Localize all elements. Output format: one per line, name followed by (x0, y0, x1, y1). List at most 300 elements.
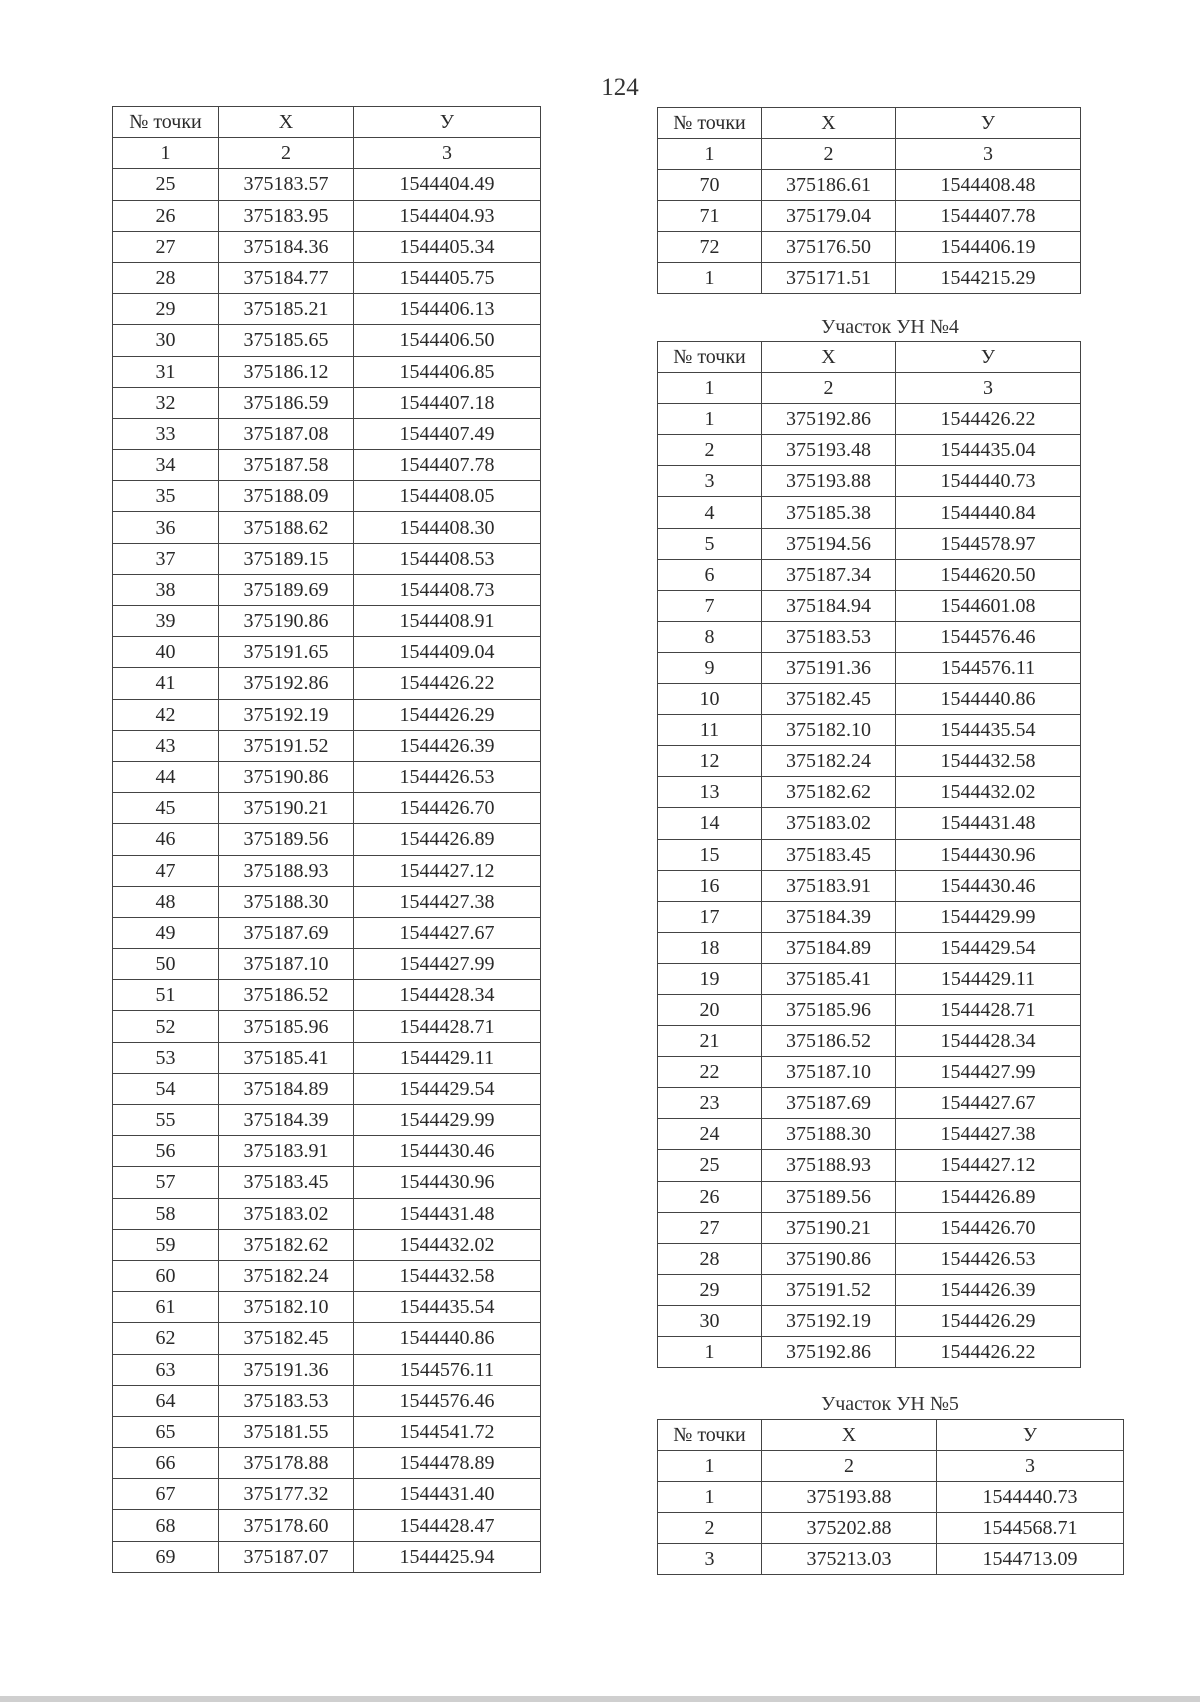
section-title-un4: Участок УН №4 (821, 316, 959, 338)
point-number-cell: 27 (113, 231, 219, 262)
y-coordinate-cell: 1544408.48 (896, 170, 1081, 201)
y-coordinate-cell: 1544407.49 (354, 418, 541, 449)
y-coordinate-cell: 1544440.73 (937, 1482, 1124, 1513)
column-number: 2 (762, 373, 896, 404)
point-number-cell: 9 (658, 652, 762, 683)
table-row (113, 1385, 541, 1416)
y-coordinate-cell: 1544428.34 (354, 980, 541, 1011)
table-row (113, 730, 541, 761)
table-row (113, 1541, 541, 1572)
table-row (658, 746, 1081, 777)
x-coordinate-cell: 375190.86 (219, 761, 354, 792)
table-row (113, 1167, 541, 1198)
x-coordinate-cell: 375191.36 (219, 1354, 354, 1385)
header-x: X (762, 342, 896, 373)
x-coordinate-cell: 375183.95 (219, 200, 354, 231)
point-number-cell: 40 (113, 637, 219, 668)
table-row (658, 232, 1081, 263)
table-row (113, 1011, 541, 1042)
y-coordinate-cell: 1544427.67 (896, 1088, 1081, 1119)
table-row (113, 606, 541, 637)
header-y: У (937, 1420, 1124, 1451)
y-coordinate-cell: 1544432.58 (896, 746, 1081, 777)
x-coordinate-cell: 375192.19 (762, 1305, 896, 1336)
point-number-cell: 29 (658, 1274, 762, 1305)
column-number: 2 (762, 1451, 937, 1482)
x-coordinate-cell: 375185.96 (762, 994, 896, 1025)
header-point-number: № точки (658, 342, 762, 373)
table-row (658, 1088, 1081, 1119)
table-row (658, 1150, 1081, 1181)
point-number-cell: 18 (658, 932, 762, 963)
table-column-number-row (658, 1451, 1124, 1482)
y-coordinate-cell: 1544404.93 (354, 200, 541, 231)
y-coordinate-cell: 1544427.12 (896, 1150, 1081, 1181)
header-x: X (762, 108, 896, 139)
table-row (113, 980, 541, 1011)
table-row (113, 1198, 541, 1229)
point-number-cell: 22 (658, 1057, 762, 1088)
table-row (113, 793, 541, 824)
point-number-cell: 51 (113, 980, 219, 1011)
x-coordinate-cell: 375184.36 (219, 231, 354, 262)
point-number-cell: 65 (113, 1416, 219, 1447)
table-row (113, 1448, 541, 1479)
y-coordinate-cell: 1544713.09 (937, 1544, 1124, 1575)
point-number-cell: 13 (658, 777, 762, 808)
table-row (113, 1073, 541, 1104)
coordinates-table-right-top (657, 107, 1081, 294)
y-coordinate-cell: 1544440.86 (354, 1323, 541, 1354)
table-row (658, 1513, 1124, 1544)
x-coordinate-cell: 375187.34 (762, 559, 896, 590)
x-coordinate-cell: 375182.45 (219, 1323, 354, 1354)
table-row (658, 559, 1081, 590)
x-coordinate-cell: 375187.07 (219, 1541, 354, 1572)
x-coordinate-cell: 375188.62 (219, 512, 354, 543)
x-coordinate-cell: 375190.86 (762, 1243, 896, 1274)
x-coordinate-cell: 375181.55 (219, 1416, 354, 1447)
y-coordinate-cell: 1544429.99 (896, 901, 1081, 932)
x-coordinate-cell: 375182.24 (762, 746, 896, 777)
column-number: 2 (219, 138, 354, 169)
coordinates-table-un5 (657, 1419, 1124, 1575)
point-number-cell: 60 (113, 1260, 219, 1291)
x-coordinate-cell: 375202.88 (762, 1513, 937, 1544)
point-number-cell: 4 (658, 497, 762, 528)
table-row (113, 418, 541, 449)
x-coordinate-cell: 375182.10 (219, 1292, 354, 1323)
y-coordinate-cell: 1544426.29 (896, 1305, 1081, 1336)
table-row (113, 1510, 541, 1541)
point-number-cell: 56 (113, 1136, 219, 1167)
x-coordinate-cell: 375182.45 (762, 684, 896, 715)
x-coordinate-cell: 375186.52 (219, 980, 354, 1011)
point-number-cell: 3 (658, 466, 762, 497)
y-coordinate-cell: 1544427.12 (354, 855, 541, 886)
y-coordinate-cell: 1544409.04 (354, 637, 541, 668)
y-coordinate-cell: 1544426.89 (896, 1181, 1081, 1212)
y-coordinate-cell: 1544426.53 (896, 1243, 1081, 1274)
y-coordinate-cell: 1544406.85 (354, 356, 541, 387)
header-y: У (896, 342, 1081, 373)
x-coordinate-cell: 375188.30 (219, 886, 354, 917)
y-coordinate-cell: 1544408.53 (354, 543, 541, 574)
y-coordinate-cell: 1544405.75 (354, 262, 541, 293)
x-coordinate-cell: 375183.57 (219, 169, 354, 200)
y-coordinate-cell: 1544407.78 (896, 201, 1081, 232)
point-number-cell: 71 (658, 201, 762, 232)
table-row (658, 870, 1081, 901)
y-coordinate-cell: 1544429.11 (896, 963, 1081, 994)
table-row (113, 543, 541, 574)
x-coordinate-cell: 375183.91 (762, 870, 896, 901)
point-number-cell: 31 (113, 356, 219, 387)
y-coordinate-cell: 1544426.22 (896, 404, 1081, 435)
header-x: X (762, 1420, 937, 1451)
y-coordinate-cell: 1544429.54 (354, 1073, 541, 1104)
point-number-cell: 47 (113, 855, 219, 886)
point-number-cell: 58 (113, 1198, 219, 1229)
x-coordinate-cell: 375193.48 (762, 435, 896, 466)
scan-edge (0, 1696, 1200, 1702)
column-number: 1 (658, 1451, 762, 1482)
table-row (113, 325, 541, 356)
table-row (113, 1323, 541, 1354)
section-title-un5: Участок УН №5 (821, 1393, 959, 1415)
x-coordinate-cell: 375213.03 (762, 1544, 937, 1575)
point-number-cell: 19 (658, 963, 762, 994)
point-number-cell: 48 (113, 886, 219, 917)
y-coordinate-cell: 1544408.91 (354, 606, 541, 637)
x-coordinate-cell: 375189.56 (219, 824, 354, 855)
point-number-cell: 35 (113, 481, 219, 512)
y-coordinate-cell: 1544576.11 (354, 1354, 541, 1385)
column-number: 1 (658, 139, 762, 170)
point-number-cell: 37 (113, 543, 219, 574)
x-coordinate-cell: 375186.12 (219, 356, 354, 387)
y-coordinate-cell: 1544406.13 (354, 294, 541, 325)
table-row (658, 1274, 1081, 1305)
point-number-cell: 53 (113, 1042, 219, 1073)
point-number-cell: 26 (113, 200, 219, 231)
x-coordinate-cell: 375185.65 (219, 325, 354, 356)
table-row (658, 652, 1081, 683)
point-number-cell: 67 (113, 1479, 219, 1510)
x-coordinate-cell: 375171.51 (762, 263, 896, 294)
table-row (113, 231, 541, 262)
table-row (113, 886, 541, 917)
point-number-cell: 70 (658, 170, 762, 201)
header-y: У (354, 107, 541, 138)
table-row (658, 777, 1081, 808)
x-coordinate-cell: 375183.45 (219, 1167, 354, 1198)
header-y: У (896, 108, 1081, 139)
point-number-cell: 11 (658, 715, 762, 746)
point-number-cell: 38 (113, 574, 219, 605)
table-row (658, 621, 1081, 652)
x-coordinate-cell: 375183.02 (762, 808, 896, 839)
x-coordinate-cell: 375188.93 (762, 1150, 896, 1181)
y-coordinate-cell: 1544406.50 (354, 325, 541, 356)
x-coordinate-cell: 375192.86 (219, 668, 354, 699)
x-coordinate-cell: 375182.24 (219, 1260, 354, 1291)
table-column-number-row (113, 138, 541, 169)
y-coordinate-cell: 1544430.96 (896, 839, 1081, 870)
point-number-cell: 32 (113, 387, 219, 418)
point-number-cell: 2 (658, 435, 762, 466)
table-row (658, 932, 1081, 963)
table-row (113, 1354, 541, 1385)
x-coordinate-cell: 375191.65 (219, 637, 354, 668)
point-number-cell: 5 (658, 528, 762, 559)
table-row (658, 1482, 1124, 1513)
y-coordinate-cell: 1544404.49 (354, 169, 541, 200)
table-row (658, 590, 1081, 621)
point-number-cell: 1 (658, 263, 762, 294)
y-coordinate-cell: 1544440.73 (896, 466, 1081, 497)
y-coordinate-cell: 1544426.22 (354, 668, 541, 699)
y-coordinate-cell: 1544601.08 (896, 590, 1081, 621)
x-coordinate-cell: 375187.69 (762, 1088, 896, 1119)
point-number-cell: 1 (658, 1337, 762, 1368)
point-number-cell: 43 (113, 730, 219, 761)
point-number-cell: 23 (658, 1088, 762, 1119)
y-coordinate-cell: 1544427.67 (354, 917, 541, 948)
column-number: 1 (113, 138, 219, 169)
x-coordinate-cell: 375183.45 (762, 839, 896, 870)
table-row (658, 963, 1081, 994)
x-coordinate-cell: 375190.21 (762, 1212, 896, 1243)
table-row (113, 699, 541, 730)
y-coordinate-cell: 1544576.46 (354, 1385, 541, 1416)
y-coordinate-cell: 1544435.54 (354, 1292, 541, 1323)
table-row (658, 528, 1081, 559)
table-column-number-row (658, 139, 1081, 170)
y-coordinate-cell: 1544407.78 (354, 450, 541, 481)
table-row (658, 1057, 1081, 1088)
y-coordinate-cell: 1544620.50 (896, 559, 1081, 590)
table-row (658, 1243, 1081, 1274)
table-header-row (658, 1420, 1124, 1451)
table-row (113, 1416, 541, 1447)
table-row (113, 512, 541, 543)
x-coordinate-cell: 375189.15 (219, 543, 354, 574)
y-coordinate-cell: 1544440.86 (896, 684, 1081, 715)
x-coordinate-cell: 375186.61 (762, 170, 896, 201)
table-row (113, 481, 541, 512)
x-coordinate-cell: 375184.89 (762, 932, 896, 963)
table-row (113, 356, 541, 387)
table-row (658, 901, 1081, 932)
y-coordinate-cell: 1544576.11 (896, 652, 1081, 683)
x-coordinate-cell: 375184.39 (219, 1105, 354, 1136)
y-coordinate-cell: 1544429.99 (354, 1105, 541, 1136)
column-number: 3 (896, 139, 1081, 170)
point-number-cell: 30 (113, 325, 219, 356)
table-row (658, 1544, 1124, 1575)
table-row (658, 839, 1081, 870)
y-coordinate-cell: 1544440.84 (896, 497, 1081, 528)
x-coordinate-cell: 375189.69 (219, 574, 354, 605)
table-row (658, 1026, 1081, 1057)
y-coordinate-cell: 1544432.58 (354, 1260, 541, 1291)
x-coordinate-cell: 375192.19 (219, 699, 354, 730)
point-number-cell: 42 (113, 699, 219, 730)
y-coordinate-cell: 1544435.04 (896, 435, 1081, 466)
x-coordinate-cell: 375183.02 (219, 1198, 354, 1229)
y-coordinate-cell: 1544430.46 (354, 1136, 541, 1167)
point-number-cell: 69 (113, 1541, 219, 1572)
header-point-number: № точки (658, 1420, 762, 1451)
y-coordinate-cell: 1544408.30 (354, 512, 541, 543)
table-row (658, 170, 1081, 201)
point-number-cell: 14 (658, 808, 762, 839)
y-coordinate-cell: 1544576.46 (896, 621, 1081, 652)
y-coordinate-cell: 1544541.72 (354, 1416, 541, 1447)
y-coordinate-cell: 1544431.40 (354, 1479, 541, 1510)
y-coordinate-cell: 1544578.97 (896, 528, 1081, 559)
y-coordinate-cell: 1544427.38 (896, 1119, 1081, 1150)
x-coordinate-cell: 375188.30 (762, 1119, 896, 1150)
y-coordinate-cell: 1544426.70 (354, 793, 541, 824)
header-point-number: № точки (658, 108, 762, 139)
x-coordinate-cell: 375192.86 (762, 404, 896, 435)
table-row (658, 263, 1081, 294)
table-row (113, 1105, 541, 1136)
y-coordinate-cell: 1544428.71 (354, 1011, 541, 1042)
y-coordinate-cell: 1544408.05 (354, 481, 541, 512)
table-row (658, 1181, 1081, 1212)
y-coordinate-cell: 1544407.18 (354, 387, 541, 418)
table-row (113, 1292, 541, 1323)
x-coordinate-cell: 375192.86 (762, 1337, 896, 1368)
y-coordinate-cell: 1544430.46 (896, 870, 1081, 901)
point-number-cell: 1 (658, 1482, 762, 1513)
table-row (113, 169, 541, 200)
y-coordinate-cell: 1544432.02 (896, 777, 1081, 808)
point-number-cell: 44 (113, 761, 219, 792)
x-coordinate-cell: 375187.08 (219, 418, 354, 449)
table-row (113, 949, 541, 980)
point-number-cell: 57 (113, 1167, 219, 1198)
column-number: 3 (896, 373, 1081, 404)
point-number-cell: 15 (658, 839, 762, 870)
point-number-cell: 27 (658, 1212, 762, 1243)
point-number-cell: 46 (113, 824, 219, 855)
y-coordinate-cell: 1544429.54 (896, 932, 1081, 963)
table-row (113, 1042, 541, 1073)
y-coordinate-cell: 1544405.34 (354, 231, 541, 262)
table-row (113, 1229, 541, 1260)
point-number-cell: 45 (113, 793, 219, 824)
x-coordinate-cell: 375190.86 (219, 606, 354, 637)
x-coordinate-cell: 375193.88 (762, 1482, 937, 1513)
table-row (658, 684, 1081, 715)
x-coordinate-cell: 375191.36 (762, 652, 896, 683)
point-number-cell: 25 (113, 169, 219, 200)
table-column-number-row (658, 373, 1081, 404)
x-coordinate-cell: 375187.10 (762, 1057, 896, 1088)
point-number-cell: 55 (113, 1105, 219, 1136)
table-row (658, 466, 1081, 497)
x-coordinate-cell: 375179.04 (762, 201, 896, 232)
point-number-cell: 12 (658, 746, 762, 777)
point-number-cell: 50 (113, 949, 219, 980)
coordinates-table-un4 (657, 341, 1081, 1368)
y-coordinate-cell: 1544429.11 (354, 1042, 541, 1073)
x-coordinate-cell: 375185.21 (219, 294, 354, 325)
column-number: 3 (937, 1451, 1124, 1482)
table-row (113, 637, 541, 668)
point-number-cell: 7 (658, 590, 762, 621)
x-coordinate-cell: 375183.91 (219, 1136, 354, 1167)
page-number: 124 (601, 74, 639, 101)
table-header-row (113, 107, 541, 138)
point-number-cell: 30 (658, 1305, 762, 1336)
table-row (113, 294, 541, 325)
table-row (658, 1305, 1081, 1336)
point-number-cell: 39 (113, 606, 219, 637)
table-row (658, 994, 1081, 1025)
y-coordinate-cell: 1544215.29 (896, 263, 1081, 294)
x-coordinate-cell: 375194.56 (762, 528, 896, 559)
table-row (658, 1212, 1081, 1243)
table-row (113, 387, 541, 418)
point-number-cell: 61 (113, 1292, 219, 1323)
x-coordinate-cell: 375187.58 (219, 450, 354, 481)
point-number-cell: 16 (658, 870, 762, 901)
x-coordinate-cell: 375182.62 (219, 1229, 354, 1260)
x-coordinate-cell: 375182.10 (762, 715, 896, 746)
coordinates-table-left (112, 106, 541, 1573)
y-coordinate-cell: 1544435.54 (896, 715, 1081, 746)
point-number-cell: 2 (658, 1513, 762, 1544)
point-number-cell: 68 (113, 1510, 219, 1541)
point-number-cell: 36 (113, 512, 219, 543)
x-coordinate-cell: 375183.53 (762, 621, 896, 652)
point-number-cell: 26 (658, 1181, 762, 1212)
x-coordinate-cell: 375190.21 (219, 793, 354, 824)
table-row (658, 201, 1081, 232)
y-coordinate-cell: 1544427.38 (354, 886, 541, 917)
table-row (113, 262, 541, 293)
y-coordinate-cell: 1544426.39 (896, 1274, 1081, 1305)
x-coordinate-cell: 375184.94 (762, 590, 896, 621)
y-coordinate-cell: 1544426.53 (354, 761, 541, 792)
x-coordinate-cell: 375176.50 (762, 232, 896, 263)
y-coordinate-cell: 1544428.71 (896, 994, 1081, 1025)
table-row (113, 200, 541, 231)
table-row (113, 1260, 541, 1291)
table-row (658, 404, 1081, 435)
point-number-cell: 72 (658, 232, 762, 263)
column-number: 1 (658, 373, 762, 404)
y-coordinate-cell: 1544431.48 (354, 1198, 541, 1229)
point-number-cell: 20 (658, 994, 762, 1025)
x-coordinate-cell: 375185.38 (762, 497, 896, 528)
x-coordinate-cell: 375186.52 (762, 1026, 896, 1057)
table-row (113, 917, 541, 948)
x-coordinate-cell: 375185.41 (219, 1042, 354, 1073)
header-x: X (219, 107, 354, 138)
point-number-cell: 3 (658, 1544, 762, 1575)
table-row (113, 855, 541, 886)
point-number-cell: 25 (658, 1150, 762, 1181)
point-number-cell: 33 (113, 418, 219, 449)
x-coordinate-cell: 375187.69 (219, 917, 354, 948)
y-coordinate-cell: 1544406.19 (896, 232, 1081, 263)
